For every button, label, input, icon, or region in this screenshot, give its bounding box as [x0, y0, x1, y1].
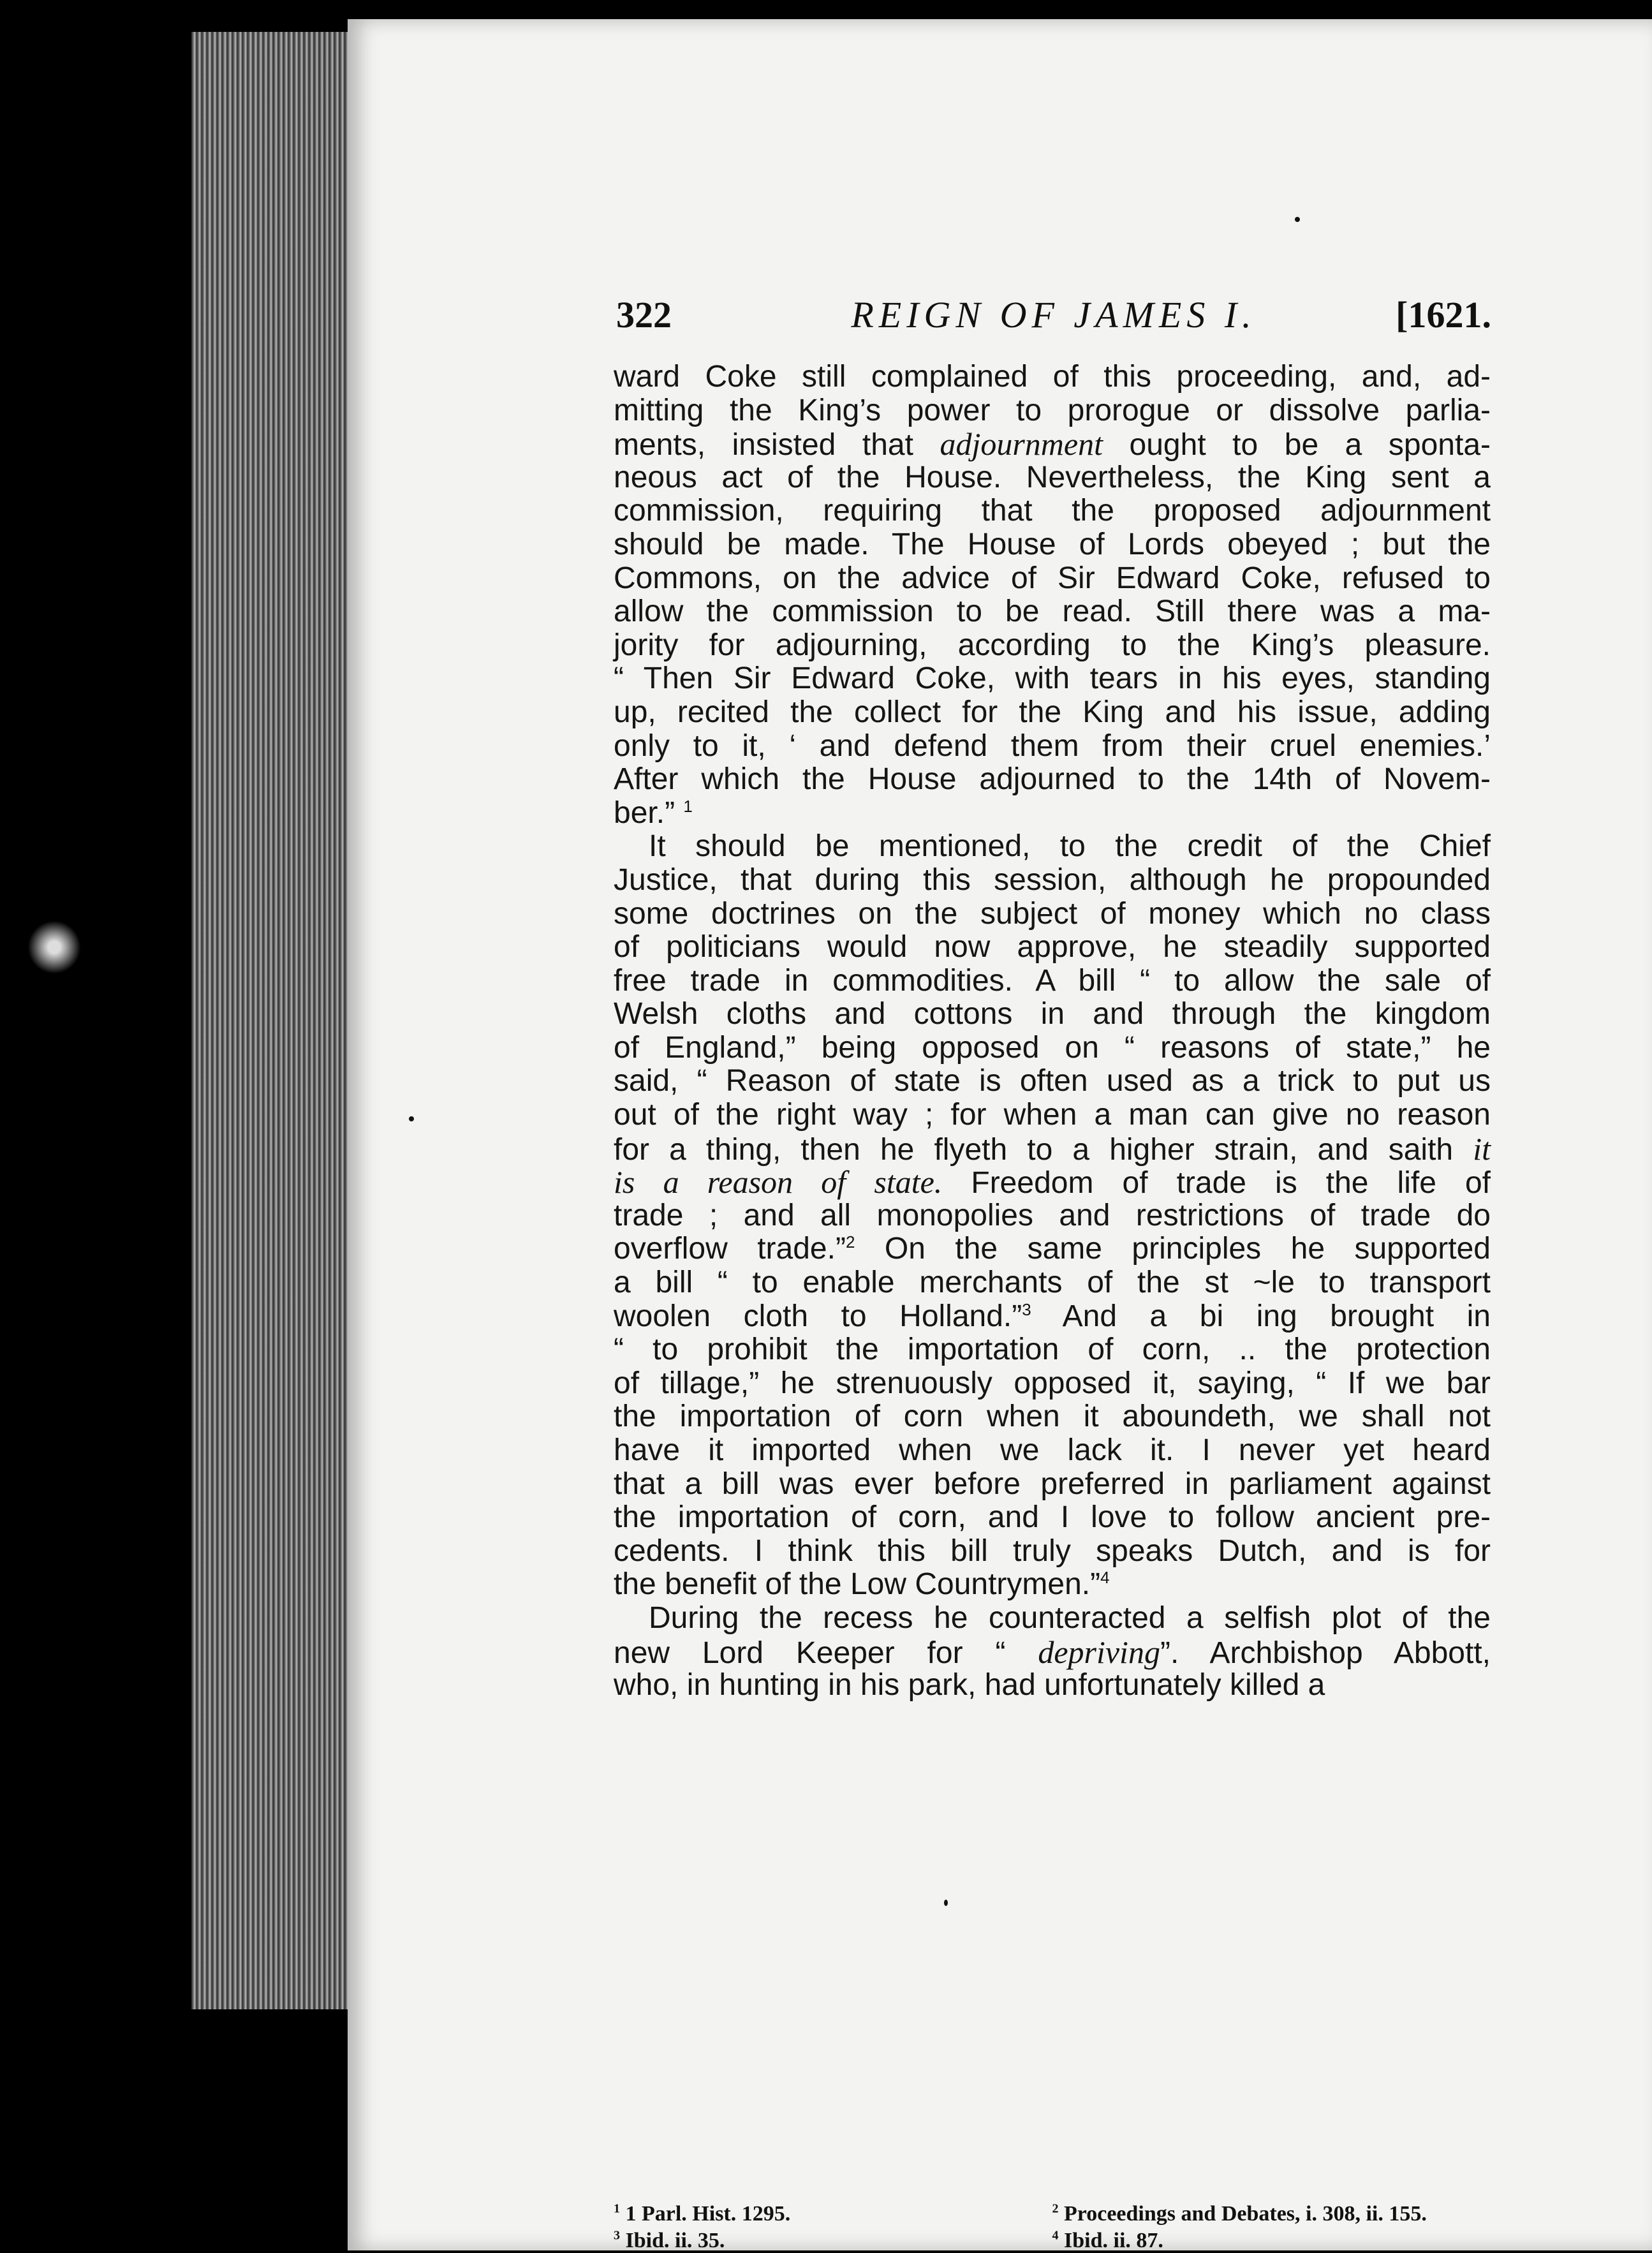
text-line: woolen cloth to Holland.”$^3$ And a bi ing brought in	[614, 1299, 1491, 1333]
text-line: the importation of corn, and I love to follow ancient pre-	[614, 1500, 1491, 1535]
page-number: 322	[616, 294, 672, 336]
text-line: overflow trade.”$^2$ On the same principles he supported	[614, 1232, 1491, 1266]
text-line: a bill “ to enable merchants of the st ~le to transport	[614, 1266, 1491, 1300]
text-line: ments, insisted that adjournment ought to be a sponta-	[614, 426, 1491, 462]
footnote-number: 3	[614, 2228, 620, 2243]
text-line: free trade in commodities. A bill “ to allow the sale of	[614, 963, 1491, 998]
running-title: REIGN OF JAMES I.	[851, 294, 1257, 336]
text-line: allow the commission to be read. Still there was a ma-	[614, 595, 1491, 629]
footnote-reference: 2	[845, 1232, 855, 1252]
text-line: trade ; and all monopolies and restrictions of trade do	[614, 1198, 1491, 1232]
text-line: of politicians would now approve, he steadily supported	[614, 930, 1491, 964]
text-line: “ Then Sir Edward Coke, with tears in his eyes, standing	[614, 661, 1491, 696]
text-line: mitting the King’s power to prorogue or dissolve parlia-	[614, 393, 1491, 427]
ink-speck	[1295, 217, 1300, 222]
text-line: Justice, that during this session, although he propounded	[614, 862, 1491, 897]
running-header	[616, 293, 1491, 344]
text-line: is a reason of state. Freedom of trade is the life of	[614, 1164, 1491, 1200]
text-line: should be made. The House of Lords obeyed ; but the	[614, 527, 1491, 561]
text-line: During the recess he counteracted a selfish plot of the	[649, 1600, 1491, 1635]
text-line: cedents. I think this bill truly speaks Dutch, and is for	[614, 1533, 1491, 1568]
text-line: ber.” $^1$	[614, 795, 693, 830]
text-line: neous act of the House. Nevertheless, the King sent a	[614, 460, 1491, 494]
footnote: $^3$ Ibid. ii. 35.	[614, 2228, 725, 2252]
footnote-number: 1	[614, 2201, 620, 2216]
text-line: some doctrines on the subject of money which no class	[614, 896, 1491, 931]
header-year: [1621.	[1396, 294, 1491, 336]
text-line: Commons, on the advice of Sir Edward Coke, refused to	[614, 561, 1491, 595]
text-line: have it imported when we lack it. I never yet heard	[614, 1433, 1491, 1467]
footnote-reference: 1	[683, 796, 693, 816]
text-line: of tillage,” he strenuously opposed it, saying, “ If we bar	[614, 1366, 1491, 1400]
text-line: Welsh cloths and cottons in and through the kingdom	[614, 997, 1491, 1031]
body-text	[614, 360, 1491, 1703]
scan-smudge	[26, 919, 83, 976]
footnote: $^4$ Ibid. ii. 87.	[1052, 2228, 1163, 2252]
text-line: said, “ Reason of state is often used as a trick to put us	[614, 1064, 1491, 1098]
text-line: that a bill was ever before preferred in parliament against	[614, 1466, 1491, 1501]
footnote-reference: 3	[1022, 1299, 1031, 1319]
text-line: up, recited the collect for the King and his issue, adding	[614, 695, 1491, 729]
text-line: the importation of corn when it aboundeth, we shall not	[614, 1400, 1491, 1434]
text-line: After which the House adjourned to the 14th of Novem-	[614, 762, 1491, 797]
text-line: who, in hunting in his park, had unfortunately killed a	[614, 1668, 1325, 1703]
footnote-reference: 4	[1100, 1568, 1110, 1588]
footnotes	[614, 2202, 1491, 2253]
text-line: ward Coke still complained of this proceeding, and, ad-	[614, 360, 1491, 394]
text-line: only to it, ‘ and defend them from their cruel enemies.’	[614, 728, 1491, 763]
text-line: “ to prohibit the importation of corn, .. the protection	[614, 1333, 1491, 1367]
text-line: of England,” being opposed on “ reasons of state,” he	[614, 1030, 1491, 1065]
ink-speck	[944, 1900, 948, 1906]
text-line: new Lord Keeper for “ depriving”. Archbishop Abbott,	[614, 1634, 1491, 1670]
text-line: for a thing, then he flyeth to a higher strain, and saith it	[614, 1130, 1491, 1167]
footnote-number: 2	[1052, 2201, 1059, 2216]
text-line: out of the right way ; for when a man can give no reason	[614, 1098, 1491, 1132]
ink-speck	[409, 1116, 414, 1121]
footnote: $^1$ 1 Parl. Hist. 1295.	[614, 2201, 791, 2226]
text-line: the benefit of the Low Countrymen.”$^4$	[614, 1567, 1110, 1602]
footnote: $^2$ Proceedings and Debates, i. 308, ii. 155.	[1052, 2201, 1427, 2226]
text-line: jority for adjourning, according to the King’s pleasure.	[614, 628, 1491, 662]
footnote-number: 4	[1052, 2228, 1059, 2243]
text-line: It should be mentioned, to the credit of the Chief	[649, 829, 1491, 864]
text-line: commission, requiring that the proposed adjournment	[614, 494, 1491, 528]
book-page-edges	[191, 32, 351, 2009]
